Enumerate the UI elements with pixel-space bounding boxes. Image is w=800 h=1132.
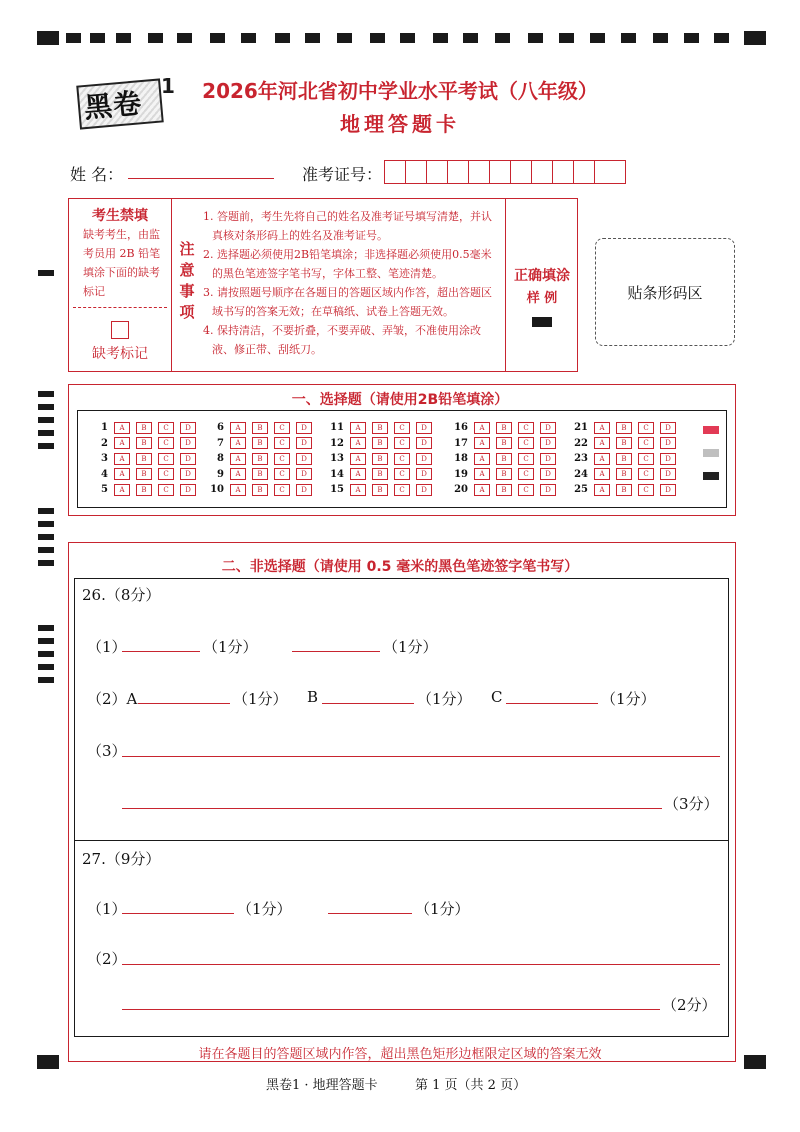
q26-part2-answer-b[interactable] — [322, 703, 414, 704]
mc-question-row — [326, 482, 438, 498]
mc-question-row — [326, 420, 438, 436]
mc-group — [326, 420, 438, 498]
mc-option-bubble[interactable]: B — [496, 422, 512, 434]
mc-question-number: 11 — [330, 422, 344, 434]
mc-option-bubble[interactable]: A — [474, 453, 490, 465]
notice-item: 4. 保持清洁，不要折叠，不要弄破、弄皱，不准使用涂改液、修正带、刮纸刀。 — [203, 324, 481, 356]
mc-option-bubble[interactable]: D — [660, 453, 676, 465]
mc-group — [570, 420, 682, 498]
mc-option-bubble[interactable]: C — [394, 422, 410, 434]
mc-option-bubble[interactable]: A — [474, 468, 490, 480]
absent-mark-label: 缺考标记 — [92, 346, 148, 362]
q27-part2-score: （2分） — [662, 996, 717, 1014]
q27-part1-label: （1） — [87, 900, 127, 918]
mc-option-bubble[interactable]: B — [136, 453, 152, 465]
q26-part2-score-a: （1分） — [233, 690, 288, 708]
mc-question-number: 25 — [574, 484, 588, 496]
filled-bubble-sample — [532, 317, 552, 327]
mc-option-bubble[interactable]: D — [540, 437, 556, 449]
mc-option-bubble[interactable]: A — [230, 484, 246, 496]
color-mark-black — [703, 472, 719, 480]
id-digit-box[interactable] — [595, 161, 616, 183]
mc-option-bubble[interactable]: D — [296, 484, 312, 496]
id-digit-box[interactable] — [574, 161, 595, 183]
mc-question-number: 7 — [217, 437, 224, 449]
mc-option-bubble[interactable]: B — [252, 437, 268, 449]
q27-part1-answer-a[interactable] — [122, 913, 234, 914]
id-digit-box[interactable] — [490, 161, 511, 183]
question-26-box — [74, 578, 729, 841]
mc-question-row — [570, 420, 682, 436]
mc-question-row — [570, 436, 682, 452]
mc-option-bubble[interactable]: C — [394, 468, 410, 480]
footer-page-number: 第 1 页（共 2 页） — [415, 1078, 527, 1093]
id-digit-box[interactable] — [406, 161, 427, 183]
mc-option-bubble[interactable]: B — [496, 484, 512, 496]
mc-question-row — [450, 467, 562, 483]
mc-option-bubble[interactable]: B — [616, 468, 632, 480]
mc-option-bubble[interactable]: C — [638, 484, 654, 496]
sample-subtitle: 样 例 — [526, 291, 558, 306]
id-digit-box[interactable] — [511, 161, 532, 183]
mc-question-number: 10 — [210, 484, 224, 496]
mc-option-bubble[interactable]: B — [616, 453, 632, 465]
id-digit-box[interactable] — [469, 161, 490, 183]
mc-option-bubble[interactable]: A — [594, 437, 610, 449]
absent-instruction: 缺考考生，由监考员用 2B 铅笔填涂下面的缺考标记 — [83, 228, 161, 298]
mc-question-row — [206, 451, 318, 467]
mc-option-bubble[interactable]: A — [114, 468, 130, 480]
mc-option-bubble[interactable]: C — [394, 453, 410, 465]
notice-item: 2. 选择题必须使用2B铅笔填涂；非选择题必须使用0.5毫米的黑色笔迹签字笔书写，字体工整、笔迹清楚。 — [203, 248, 492, 280]
mc-option-bubble[interactable]: B — [252, 422, 268, 434]
mc-question-number: 23 — [574, 453, 588, 465]
mc-option-bubble[interactable]: B — [136, 422, 152, 434]
mc-option-bubble[interactable]: C — [394, 484, 410, 496]
mc-option-bubble[interactable]: A — [350, 422, 366, 434]
mc-option-bubble[interactable]: D — [540, 422, 556, 434]
q26-part2-score-c: （1分） — [601, 690, 656, 708]
mc-option-bubble[interactable]: C — [518, 422, 534, 434]
mc-question-row — [206, 482, 318, 498]
mc-option-bubble[interactable]: D — [416, 484, 432, 496]
mc-question-row — [326, 467, 438, 483]
mc-option-bubble[interactable]: B — [616, 437, 632, 449]
q26-part2-label: （2）A — [87, 690, 138, 708]
mc-question-number: 6 — [217, 422, 224, 434]
id-digit-box[interactable] — [385, 161, 406, 183]
mc-option-bubble[interactable]: A — [350, 437, 366, 449]
mc-question-row — [90, 467, 202, 483]
mc-option-bubble[interactable]: A — [230, 422, 246, 434]
mc-question-row — [450, 420, 562, 436]
page-title: 2026年河北省初中学业水平考试（八年级） — [202, 79, 598, 103]
mc-option-bubble[interactable]: B — [616, 484, 632, 496]
mc-question-number: 20 — [454, 484, 468, 496]
mc-option-bubble[interactable]: A — [350, 453, 366, 465]
q26-part2-score-b: （1分） — [417, 690, 472, 708]
section1-title: 一、选择题（请使用2B铅笔填涂） — [291, 392, 509, 408]
q26-part2-answer-a[interactable] — [138, 703, 230, 704]
mc-option-bubble[interactable]: B — [496, 468, 512, 480]
q26-part3-answer-line1[interactable] — [122, 756, 720, 757]
mc-option-bubble[interactable]: D — [540, 484, 556, 496]
q26-part3-score: （3分） — [664, 795, 719, 813]
sample-title: 正确填涂 — [514, 268, 570, 284]
mc-option-bubble[interactable]: A — [114, 437, 130, 449]
mc-question-number: 12 — [330, 437, 344, 449]
mc-option-bubble[interactable]: D — [660, 484, 676, 496]
mc-option-bubble[interactable]: A — [594, 484, 610, 496]
q26-part2-c-label: C — [491, 688, 503, 706]
q26-part2-b-label: B — [307, 688, 319, 706]
mc-option-bubble[interactable]: B — [496, 453, 512, 465]
mc-option-bubble[interactable]: B — [372, 437, 388, 449]
mc-question-number: 8 — [217, 453, 224, 465]
q26-part3-label: （3） — [87, 742, 127, 760]
mc-question-row — [570, 451, 682, 467]
mc-option-bubble[interactable]: B — [616, 422, 632, 434]
mc-question-number: 5 — [101, 484, 108, 496]
notice-items — [203, 207, 501, 359]
mc-option-bubble[interactable]: A — [114, 422, 130, 434]
name-field[interactable] — [128, 178, 274, 179]
mc-option-bubble[interactable]: A — [594, 422, 610, 434]
mc-option-bubble[interactable]: D — [180, 468, 196, 480]
absent-mark-checkbox[interactable] — [111, 321, 129, 339]
q27-part1-score-a: （1分） — [237, 900, 292, 918]
mc-option-bubble[interactable]: A — [230, 453, 246, 465]
mc-option-bubble[interactable]: A — [594, 453, 610, 465]
name-label: 姓 名： — [70, 165, 124, 184]
mc-option-bubble[interactable]: B — [372, 453, 388, 465]
mc-option-bubble[interactable]: C — [638, 422, 654, 434]
mc-question-number: 22 — [574, 437, 588, 449]
mc-question-number: 3 — [101, 453, 108, 465]
mc-question-number: 14 — [330, 468, 344, 480]
mc-question-row — [570, 482, 682, 498]
mc-question-number: 15 — [330, 484, 344, 496]
mc-option-bubble[interactable]: A — [114, 453, 130, 465]
id-digit-box[interactable] — [553, 161, 574, 183]
mc-option-bubble[interactable]: B — [136, 484, 152, 496]
mc-option-bubble[interactable]: C — [274, 484, 290, 496]
mc-option-bubble[interactable]: D — [416, 453, 432, 465]
notice-item: 1. 答题前，考生先将自己的姓名及准考证号填写清楚，并认真核对条形码上的姓名及准考证号。 — [203, 210, 492, 242]
mc-question-row — [326, 451, 438, 467]
mc-option-bubble[interactable]: B — [372, 422, 388, 434]
mc-question-number: 24 — [574, 468, 588, 480]
mc-question-row — [570, 467, 682, 483]
q26-part2-answer-c[interactable] — [506, 703, 598, 704]
mc-option-bubble[interactable]: A — [230, 437, 246, 449]
q26-part1-label: （1） — [87, 638, 127, 656]
mc-option-bubble[interactable]: C — [394, 437, 410, 449]
mc-question-row — [206, 420, 318, 436]
question-27-box — [74, 841, 729, 1037]
mc-question-row — [206, 436, 318, 452]
mc-option-bubble[interactable]: C — [158, 422, 174, 434]
q26-header: 26.（8分） — [82, 586, 161, 604]
mc-option-bubble[interactable]: C — [638, 453, 654, 465]
mc-option-bubble[interactable]: C — [638, 468, 654, 480]
mc-question-row — [206, 467, 318, 483]
mc-option-bubble[interactable]: D — [416, 437, 432, 449]
mc-option-bubble[interactable]: D — [296, 453, 312, 465]
mc-option-bubble[interactable]: A — [474, 422, 490, 434]
mc-option-bubble[interactable]: A — [474, 437, 490, 449]
mc-question-number: 9 — [217, 468, 224, 480]
mc-option-bubble[interactable]: B — [372, 484, 388, 496]
mc-option-bubble[interactable]: B — [496, 437, 512, 449]
q27-part2-label: （2） — [87, 950, 127, 968]
mc-option-bubble[interactable]: C — [158, 453, 174, 465]
mc-option-bubble[interactable]: D — [180, 437, 196, 449]
mc-question-number: 2 — [101, 437, 108, 449]
mc-question-row — [90, 451, 202, 467]
mc-option-bubble[interactable]: A — [474, 484, 490, 496]
barcode-area: 贴条形码区 — [595, 238, 735, 346]
mc-option-bubble[interactable]: D — [296, 468, 312, 480]
notice-heading: 注意事项 — [179, 240, 195, 321]
mc-option-bubble[interactable]: C — [518, 437, 534, 449]
q26-part1-score-a: （1分） — [203, 638, 258, 656]
mc-option-bubble[interactable]: D — [540, 453, 556, 465]
logo-number: 1 — [161, 74, 175, 98]
id-label: 准考证号： — [302, 165, 383, 184]
mc-option-bubble[interactable]: A — [350, 468, 366, 480]
q26-part1-score-b: （1分） — [383, 638, 438, 656]
mc-question-number: 17 — [454, 437, 468, 449]
mc-option-bubble[interactable]: B — [252, 468, 268, 480]
page-subtitle: 地理答题卡 — [340, 112, 460, 136]
mc-option-bubble[interactable]: D — [540, 468, 556, 480]
q27-part2-answer-line1[interactable] — [122, 964, 720, 965]
mc-option-bubble[interactable]: C — [158, 484, 174, 496]
mc-option-bubble[interactable]: C — [158, 437, 174, 449]
mc-question-row — [450, 451, 562, 467]
mc-question-row — [90, 436, 202, 452]
mc-group — [206, 420, 318, 498]
mc-option-bubble[interactable]: D — [416, 468, 432, 480]
mc-question-number: 19 — [454, 468, 468, 480]
mc-option-bubble[interactable]: B — [136, 468, 152, 480]
mc-option-bubble[interactable]: C — [518, 453, 534, 465]
q26-part3-answer-line2[interactable] — [122, 808, 662, 809]
mc-option-bubble[interactable]: D — [660, 468, 676, 480]
mc-option-bubble[interactable]: D — [180, 484, 196, 496]
mc-group — [90, 420, 202, 498]
q26-part1-answer-b[interactable] — [292, 651, 380, 652]
answer-area-warning: 请在各题目的答题区域内作答，超出黑色矩形边框限定区域的答案无效 — [198, 1047, 602, 1062]
mc-option-bubble[interactable]: D — [296, 437, 312, 449]
mc-option-bubble[interactable]: C — [638, 437, 654, 449]
mc-option-bubble[interactable]: C — [158, 468, 174, 480]
mc-question-number: 13 — [330, 453, 344, 465]
notice-item: 3. 请按照题号顺序在各题目的答题区域内作答，超出答题区域书写的答案无效；在草稿纸、试卷上答题无效。 — [203, 286, 492, 318]
mc-question-row — [90, 420, 202, 436]
mc-question-row — [450, 436, 562, 452]
mc-option-bubble[interactable]: C — [274, 468, 290, 480]
mc-option-bubble[interactable]: A — [594, 468, 610, 480]
mc-question-number: 18 — [454, 453, 468, 465]
q27-header: 27.（9分） — [82, 850, 161, 868]
mc-option-bubble[interactable]: B — [252, 453, 268, 465]
mc-option-bubble[interactable]: A — [114, 484, 130, 496]
mc-option-bubble[interactable]: D — [660, 422, 676, 434]
mc-option-bubble[interactable]: B — [136, 437, 152, 449]
mc-question-row — [326, 436, 438, 452]
q27-part1-score-b: （1分） — [415, 900, 470, 918]
mc-option-bubble[interactable]: A — [350, 484, 366, 496]
exam-staff-only-title: 考生禁填 — [92, 208, 148, 224]
color-mark-red — [703, 426, 719, 434]
section2-title: 二、非选择题（请使用 0.5 毫米的黑色笔迹签字笔书写） — [221, 559, 579, 575]
footer-card-name: 黑卷1 · 地理答题卡 — [266, 1078, 378, 1093]
mc-option-bubble[interactable]: B — [252, 484, 268, 496]
mc-option-bubble[interactable]: C — [274, 453, 290, 465]
id-digit-box[interactable] — [448, 161, 469, 183]
mc-question-row — [450, 482, 562, 498]
mc-option-bubble[interactable]: C — [518, 468, 534, 480]
q27-part1-answer-b[interactable] — [328, 913, 412, 914]
mc-option-bubble[interactable]: D — [180, 453, 196, 465]
id-digit-box[interactable] — [532, 161, 553, 183]
mc-option-bubble[interactable]: C — [274, 437, 290, 449]
mc-question-row — [90, 482, 202, 498]
id-digit-box[interactable] — [427, 161, 448, 183]
logo-text: 黑卷 — [82, 86, 144, 125]
mc-option-bubble[interactable]: D — [296, 422, 312, 434]
id-number-boxes[interactable] — [384, 160, 626, 184]
color-mark-gray — [703, 449, 719, 457]
mc-option-bubble[interactable]: D — [180, 422, 196, 434]
mc-option-bubble[interactable]: A — [230, 468, 246, 480]
mc-option-bubble[interactable]: C — [518, 484, 534, 496]
mc-question-number: 16 — [454, 422, 468, 434]
mc-option-bubble[interactable]: C — [274, 422, 290, 434]
mc-question-number: 1 — [101, 422, 108, 434]
mc-option-bubble[interactable]: D — [416, 422, 432, 434]
mc-option-bubble[interactable]: D — [660, 437, 676, 449]
mc-option-bubble[interactable]: B — [372, 468, 388, 480]
mc-question-number: 21 — [574, 422, 588, 434]
mc-question-number: 4 — [101, 468, 108, 480]
q26-part1-answer-a[interactable] — [122, 651, 200, 652]
notice-panel — [68, 198, 578, 372]
mc-group — [450, 420, 562, 498]
q27-part2-answer-line2[interactable] — [122, 1009, 660, 1010]
